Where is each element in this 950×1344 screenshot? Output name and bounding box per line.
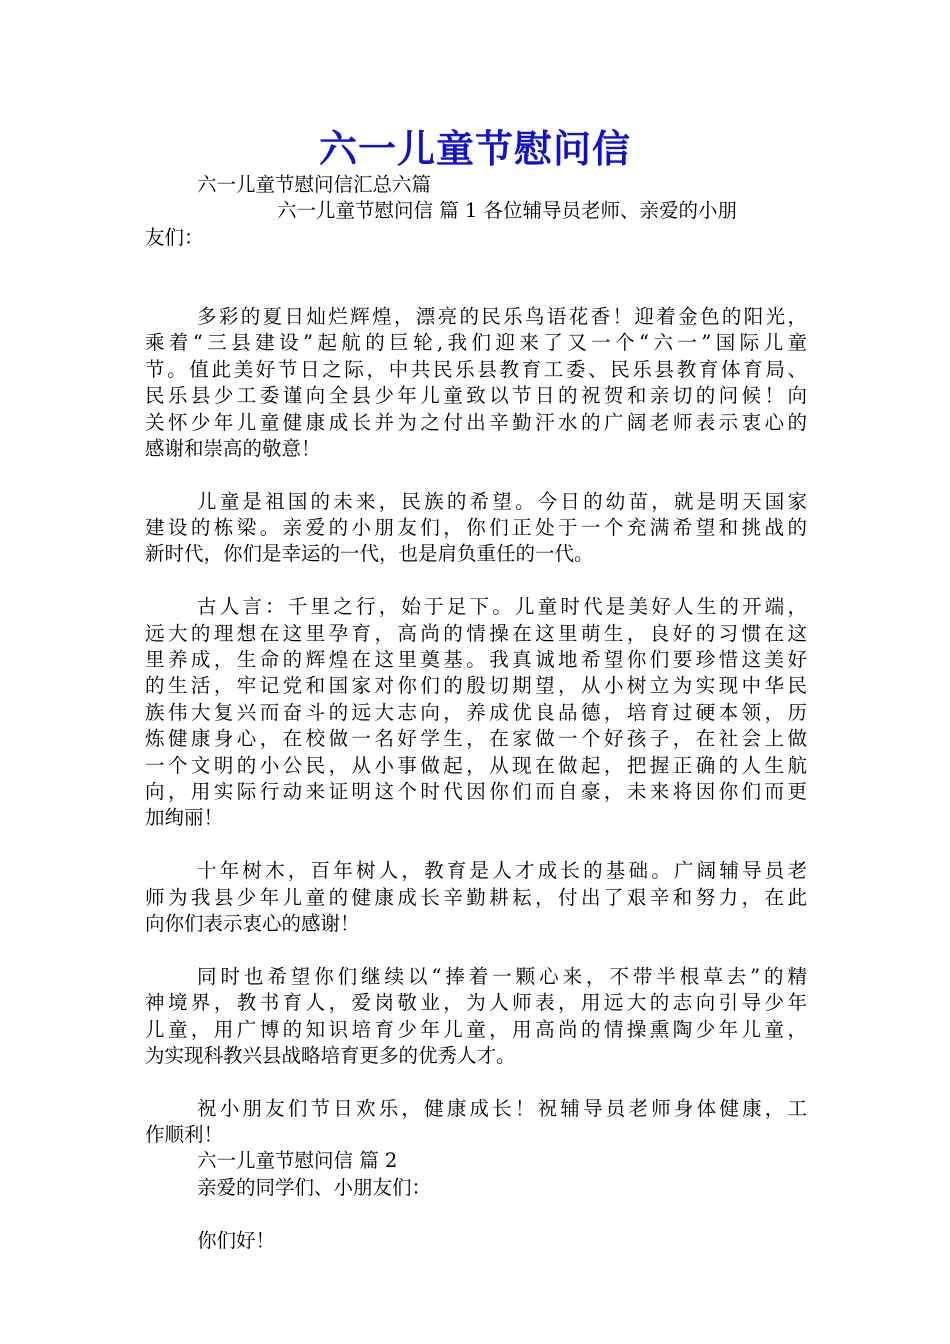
document-title: 六一儿童节慰问信: [318, 127, 631, 171]
blank-space: [145, 1201, 807, 1227]
paragraph-line: 儿童是祖国的未来，民族的希望。今日的幼苗，就是明天国家: [197, 489, 807, 513]
paragraph-line: 儿童，用广博的知识培育少年儿童，用高尚的情操熏陶少年儿童，: [145, 1017, 807, 1041]
blank-space: [145, 251, 807, 304]
paragraph-line: 炼健康身心，在校做一名好学生，在家做一个好孩子，在社会上做: [145, 727, 807, 751]
blank-space: [145, 937, 807, 963]
paragraph-line: 作顺利！: [145, 1123, 224, 1147]
intro-line: 六一儿童节慰问信 篇 1 各位辅导员老师、亲爱的小朋: [277, 199, 738, 223]
paragraph-line: 多彩的夏日灿烂辉煌，漂亮的民乐鸟语花香！迎着金色的阳光，: [197, 304, 807, 328]
paragraph-line: 古人言：千里之行，始于足下。儿童时代是美好人生的开端，: [197, 595, 807, 619]
paragraph-6: [145, 1096, 807, 1149]
paragraph-line: 节。值此美好节日之际，中共民乐县教育工委、民乐县教育体育局、: [145, 357, 807, 381]
paragraph-line: 为实现科教兴县战略培育更多的优秀人才。: [145, 1043, 516, 1067]
paragraph-line: 远大的理想在这里孕育，高尚的情操在这里萌生，良好的习惯在这: [145, 621, 807, 645]
document-body: [145, 172, 807, 1254]
paragraph-line: 一个文明的小公民，从小事做起，从现在做起，把握正确的人生航: [145, 753, 807, 777]
paragraph-line: 里养成，生命的辉煌在这里奠基。我真诚地希望你们要珍惜这美好: [145, 648, 807, 672]
blank-space: [145, 462, 807, 488]
blank-space: [145, 568, 807, 594]
paragraph-line: 向，用实际行动来证明这个时代因你们而自豪，未来将因你们而更: [145, 780, 807, 803]
paragraph-line: 新时代，你们是幸运的一代，也是肩负重任的一代。: [145, 542, 594, 566]
paragraph-4: [145, 858, 807, 937]
greeting: 你们好！: [197, 1228, 276, 1252]
paragraph-line: 神境界，教书育人，爱岗敬业，为人师表，用远大的志向引导少年: [145, 991, 807, 1015]
section-heading: 六一儿童节慰问信 篇 2: [197, 1149, 398, 1173]
paragraph-3: [145, 594, 807, 832]
salutation: 亲爱的同学们、小朋友们：: [197, 1175, 432, 1199]
paragraph-line: 师为我县少年儿童的健康成长辛勤耕耘，付出了艰辛和努力，在此: [145, 885, 807, 909]
paragraph-line: 民乐县少工委谨向全县少年儿童致以节日的祝贺和亲切的问候！向: [145, 384, 807, 408]
paragraph-2: [145, 489, 807, 568]
paragraph-line: 族伟大复兴而奋斗的远大志向，养成优良品德，培育过硬本领，历: [145, 700, 807, 724]
paragraph-line: 十年树木，百年树人，教育是人才成长的基础。广阔辅导员老: [197, 859, 807, 883]
paragraph-line: 建设的栋梁。亲爱的小朋友们，你们正处于一个充满希望和挑战的: [145, 516, 807, 540]
subtitle: 六一儿童节慰问信汇总六篇: [197, 173, 432, 196]
paragraph-line: 关怀少年儿童健康成长并为之付出辛勤汗水的广阔老师表示衷心的: [145, 410, 807, 434]
paragraph-line: 向你们表示衷心的感谢！: [145, 911, 360, 935]
paragraph-line: 同时也希望你们继续以“捧着一颗心来，不带半根草去”的精: [197, 964, 807, 988]
paragraph-line: 加绚丽！: [145, 806, 224, 830]
blank-space: [145, 1069, 807, 1095]
paragraph-1: [145, 304, 807, 462]
paragraph-line: 乘着“三县建设”起航的巨轮,我们迎来了又一个“六一”国际儿童: [145, 331, 807, 355]
paragraph-5: [145, 964, 807, 1070]
paragraph-line: 祝小朋友们节日欢乐，健康成长！祝辅导员老师身体健康，工: [197, 1096, 807, 1120]
paragraph-line: 的生活，牢记党和国家对你们的殷切期望，从小树立为实现中华民: [145, 674, 807, 698]
paragraph-line: 感谢和崇高的敬意！: [145, 436, 321, 460]
blank-space: [145, 832, 807, 858]
intro-line: 友们：: [145, 225, 204, 249]
